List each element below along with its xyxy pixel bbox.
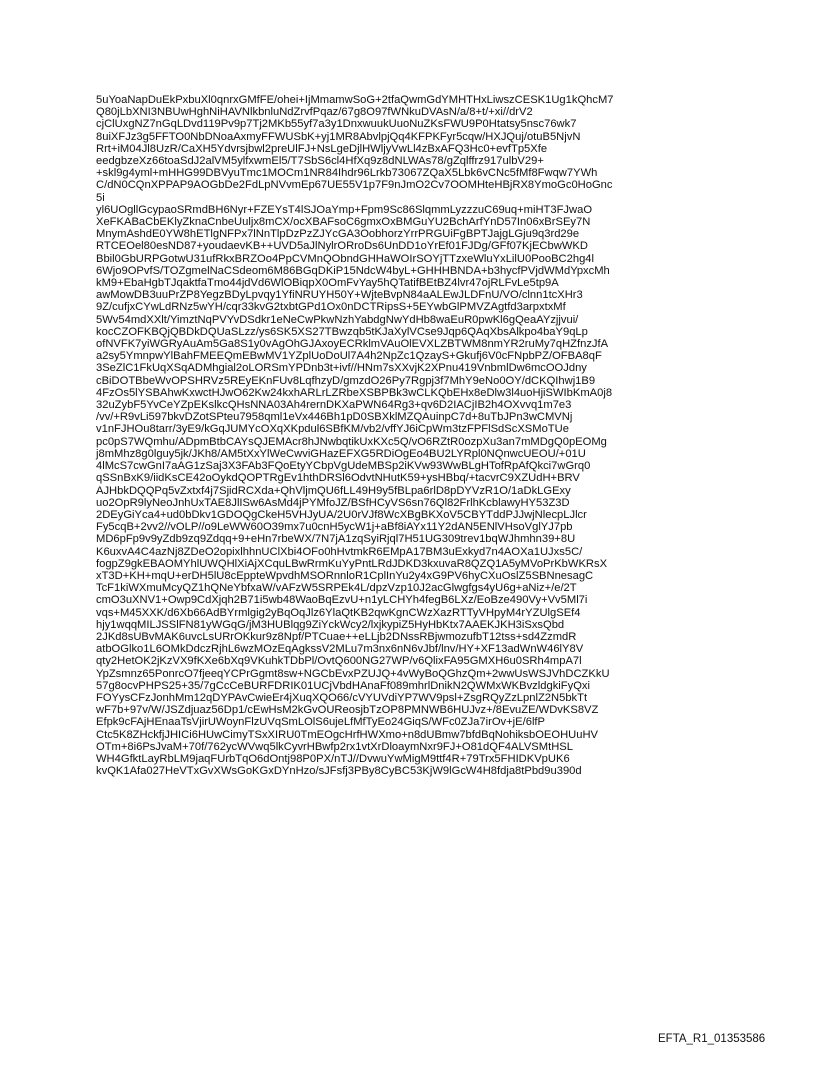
encoded-text-line: vqs+M45XXK/d6Xb66AdBYrmlgig2yBqOqJlz6YlaQtKB2qwKgnCWzXazRTTyVHpyM4rYZUlgSEf4 (96, 606, 581, 619)
encoded-text-line: kM9+EbaHgbTJqaktfaTmo44jdVd6WlOBiqpX0OmFvYay5hQTatifBEtBZ4lvr47ojRLFvLe5tp9A (96, 277, 559, 290)
encoded-text-line: 5uYoaNapDuEkPxbuXl0qnrxGMfFE/ohei+IjMmamwSoG+2tfaQwmGdYMHTHxLiwszCESK1Ug1kQhcM7 (96, 94, 614, 106)
encoded-text-line: v1nFJHOu8tarr/3yE9/kGqJUMYcOXqXKpdul6SBfKM/vb2/vffYJ6iCpWm3tzFPFlSdScXSMoTUe (96, 423, 569, 436)
encoded-text-line: 2JKd8sUBvMAK6uvcLsURrOKkur9z8Npf/PTCuae++eLLjb2DNssRBjwmozufbT12tss+sd4ZzmdR (96, 630, 577, 643)
encoded-text-line: /vv/+R9vLi597bkvDZotSPteu7958qml1eVx446Bh1pD0SBXklMZQAuinpC7d+8uTbJPn3wCMVNj (96, 411, 573, 424)
encoded-text-line: 4lMcS7cwGnI7aAG1zSaj3X3FAb3FQoEtyYCbpVgUdeMBSp2iKVw93WwBLgHTofRpAfQkci7wGrq0 (96, 460, 591, 473)
encoded-text-line: AJHbkDQQPq5vZxtxf4j7SjidRCXda+QhVljmQU6fLL49H9y5fBLpa6rlD8pDYVzR1O/1aDkLGExy (96, 484, 571, 497)
encoded-text-line: cmO3uXNV1+Owp9CdXjqh2B71i5wb48WaoBqEzvU+n1yLCHYh4fegB6LXz/EoBze490Vy+Vv5Ml7i (96, 594, 588, 607)
encoded-text-line: cjClUxgNZ7nGqLDvd119Pv9p7Tj2MKb55yf7a3y1DnxwuukUuoNuZKsFWU9P0Htatsy5nsc76wk7 (96, 118, 577, 131)
encoded-text-line: +skl9g4yml+mHHG99DBVyuTmc1MOCm1NR84Ihdr96Lrkb73067ZQaX5Lbk6vCNc5fMf8Fwqw7YWh (96, 167, 598, 180)
encoded-text-line: wF7b+97v/W/JSZdjuaz56Dp1/cEwHsM2kGvOUReosjbTzOP8PMNWB6HUJvz+/8EvuZE/WDvKS8VZ (96, 704, 599, 717)
encoded-text-line: ofNVFK7yiWGRyAuAm5Ga8S1y0vAgOhGJAxoyECRklmVAuOlEVXLZBTWM8nmYR2ruMy7qHZfnzJfA (96, 338, 609, 351)
encoded-text-line: FOYysCFzJonhMm12qDYPAvCwieEr4jXuqXQO66/cVYUVdiYP7WV9psl+ZsgRQyZzLpnlZ2N5bkTt (96, 691, 588, 704)
encoded-text-line: MD6pFp9v9yZdb9zq9Zdqq+9+eHn7rbeWX/7N7jA1zqSyiRjql7H51UG309trev1bqWJhmhn39+8U (96, 533, 576, 546)
encoded-text-line: qSSnBxK9/iidKsCE42oOykdQOPTRgEv1hthDRSl6OdvtNHutK59+ysHBbq/+tacvrC9XZUdH+BRV (96, 472, 580, 485)
encoded-text-line: WH4GfktLayRbLM9jaqFUrbTqO6dOntj98P0PX/nTJ//DvwuYwMigM9ttf4R+79Trx5FHIDKVpUK6 (96, 752, 570, 765)
encoded-text-line: xT3D+KH+mqU+erDH5lU8cEppteWpvdhMSORnnloR1CplInYu2y4xG9PV6hyCXuOslZ5SBNnesagC (96, 569, 594, 582)
encoded-text-line: Bbil0GbURPGotwU31ufRkxBRZOo4PpCVMnQObndGHHaWOIrSOYjTTzxeWluYxLilU0PooBC2hg4l (96, 252, 595, 265)
encoded-text-line: RTCEOel80esND87+youdaevKB++UVD5aJlNylrORroDs6UnDD1oYrEf01FJDg/GFf07KjECbwWKD (96, 240, 588, 253)
encoded-text-line: a2sy5YmnpwYlBahFMEEQmEBwMV1YZplUoDoUl7A4h2NpZc1QzayS+Gkufj6V0cFNpbPZ/OFBA8qF (96, 350, 602, 363)
encoded-text-line: OTm+8i6PsJvaM+70f/762ycWVwq5lkCyvrHBwfp2rx1vtXrDloaymNxr9FJ+O81dQF4ALVSMtHSL (96, 740, 573, 753)
encoded-text-line: kocCZOFKBQjQBDkDQUaSLzz/ys6SK5XS27TBwzqb5tKJaXylVCse9Jqp6QAqXbsAlkpo4baY9qLp (96, 325, 588, 338)
encoded-text-line: Rrt+iM04Jl8UzR/CaXH5Ydvrsjbwl2preUlFJ+NsLgeDjlHWljyVwLl4zBxAFQ3Hc0+evfTp5Xfe (96, 142, 548, 155)
encoded-text-line: qty2HetOK2jKzVX9fKXe6bXq9VKuhkTDbPl/OvtQ600NG27WP/v6QlixFA95GMXH6u0SRh4mpA7l (96, 655, 582, 668)
encoded-text-line: Fy5cqB+2vv2//vOLP//o9LeWW60O39mx7u0cnH5ycW1j+aBf8iAYx11Y2dAN5ENlVHsoVglYJ7pb (96, 521, 573, 534)
document-id-label: EFTA_R1_01353586 (658, 1033, 766, 1045)
encoded-text-line: XeFKABaCbEKlyZknaCnbeUuljx8mCX/ocXBAFsoC6gmxOxBMGuYU2BchArfYnD57In06xBrSEy7N (96, 216, 591, 229)
encoded-text-line: 5i (96, 191, 105, 204)
encoded-text-line: 9Z/cufjxCYwLdRNz5wYH/cqr33kvG2txbtGPd1Ox0nDCTRipsS+5EYwbGlPMVZAgtfd3arpxtxMf (96, 301, 566, 314)
encoded-text-line: uo2OpR9lyNeoJnhUxTAE8JlISw6AsMd4jPYMfoJZ/BSfHCyVS6sn76Ql82FrlhKcblawyHY53Z3D (96, 496, 570, 509)
encoded-text-line: TcF1kiWXmuMcyQZ1hQNeYbfxaW/vAFzW5SRPEk4L/dpzVzp10J2acGlwgfgs4yU6g+aNiz+/e/2T (96, 582, 577, 595)
encoded-text-line: pc0pS7WQmhu/ADpmBtbCAYsQJEMAcr8hJNwbqtikUxKXc5Q/vO6RZtR0ozpXu3an7mMDgQ0pEOMg (96, 435, 607, 448)
encoded-text-line: yl6UOgllGcypaoSRmdBH6Nyr+FZEYsT4lSJOaYmp+Fpm9Sc86SlqmmLyzzzuC69uq+miHT3FJwaO (96, 203, 593, 216)
encoded-text-line: 32uZybF5YvCeYZpEKslkcQHsNNA03Ah4rernDKXaPWN64Rg3+qv6D2IACjIB2h4OXvvq1m7e3 (96, 399, 572, 412)
encoded-text-line: cBiDOTBbeWvOPSHRVz5REyEKnFUv8LqfhzyD/gmzdO26Py7Rgpj3f7MhY9eNo0OY/dCKQIhwj1B9 (96, 374, 596, 387)
encoded-text-line: kvQK1Afa027HeVTxGvXWsGoKGxDYnHzo/sJFsfj3PBy8CyBC53KjW9lGcW4H8fdja8tPbd9u390d (96, 765, 582, 778)
encoded-text-line: 4FzOs5lYSBAhwKxwctHJwO62Kw24kxhARLrLZRbeXSBPBk3wCLKQbEHx8eDlw3l4uoHjiSWIbKmA0j8 (96, 386, 613, 399)
encoded-text-line: 8uiXFJz3g5FFTO0NbDNoaAxmyFFWUSbK+yj1MR8AbvlpjQq4KFPKFyr5cqw/HXJQuj/otuB5NjvN (96, 130, 581, 143)
encoded-text-line: 6Wjo9OPvfS/TOZgmelNaCSdeom6M86BGqDKiP15NdcW4byL+GHHHBNDA+b3hycfPVjdWMdYpxcMh (96, 264, 610, 277)
encoded-text-line: Ctc5K8ZHckfjJHICi6HUwCimyTSxXIRU0TmEOgcHrfHWXmo+n8dUBmw7bfdBqNohiksbOEOHUuHV (96, 728, 598, 741)
encoded-text-line: 57g8ocvPHPS25+35/7gCcCeBURFDRIK01UCjVbdHAnaFf089mhrlDnikN2QWMxWKBvzldgkiFyQxi (96, 679, 590, 692)
encoded-text-line: awMowDB3uuPrZP8YegzBDyLpvqy1YfiNRUYH50Y+WjteBvpN84aALEwJLDFnU/VO/clnn1tcXHr3 (96, 289, 583, 302)
encoded-text-line: C/dN0CQnXPPAP9AOGbDe2FdLpNVvmEp67UE55V1p7F9nJmO2Cv7OOMHteHBjRX8YmoGc0HoGnc (96, 179, 613, 192)
encoded-text-line: Q80jLbXNI3NBUwHghNiHAVNlkbnluNdZrvfPqaz/67g8O97fWNkuDVAsN/a/8+t/+xi//drV2 (96, 106, 533, 119)
encoded-text-line: K6uxvA4C4azNj8ZDeO2opixlhhnUClXbi4OFo0hHvtmkR6EMpA17BM3uExkyd7n4AOXa1UJxs5C/ (96, 545, 583, 558)
encoded-text-line: MnymAshdE0YW8hETlgNFPx7lNnTlpDzPzZJYcGA3OobhorzYrrPRGUiFgBPTJajgLGju9q3rd29e (96, 228, 580, 241)
encoded-text-line: eedgbzeXz66toaSdJ2alVM5ylfxwmEl5/T7SbS6cl4HfXq9z8dNLWAs78/gZqlffrz917ulbV29+ (96, 155, 544, 168)
encoded-text-line: j8mMhz8g0lguy5jk/JKh8/AM5tXxYlWeCwviGHazEFXG5RDiOgEo4BU2LYRpl0NQnwcUEOU/+01U (96, 447, 586, 460)
encoded-text-line: atbOGlko1L6OMkDdczRjhL6wzMOzEqAgkssV2MLu7m3nx6nN6vJbf/lnv/HY+XF13adWnW46lY8V (96, 643, 584, 656)
encoded-text-line: hjy1wqqMILJSSlFN81yWGqG/jM3HUBlqg9ZiYckWcy2/lxjkypiZ5HyHbKtx7AAEKJKH3iSxsQbd (96, 618, 565, 631)
encoded-text-line: YpZsmnz65PonrcO7fjeeqYCPrGgmt8sw+NGCbEvxPZUJQ+4vWyBoQGhzQm+2wwUsWSJVhDCZKkU (96, 667, 610, 680)
encoded-text-block (96, 94, 786, 777)
encoded-text-line: Efpk9cFAjHEnaaTsVjirUWoynFlzUVqSmLOlS6ujeLfMfTyEo24GiqS/WFc0ZJa7irOv+jE/6lfP (96, 716, 545, 729)
encoded-text-line: 5Wv54mdXXlt/YimztNqPVYvDSdkr1eNeCwPkwNzhYabdgNwYdHb8waEuR0pwKl6gQeaAYzjjvui/ (96, 313, 579, 326)
encoded-text-line: 3SeZlC1FkUqXSqADMhgial2oLORSmYPDnb3t+ivf//HNm7sXXvjK2XPnu419VnbmlDw6mcOOJdny (96, 362, 587, 375)
encoded-text-line: fogpZ9gkEBAOMYhlUWQHlXiAjXCquLBwRrmKuYyPntLRdJDKD3kxuvaR8QZQ1A5yMVoPrKbWKRsX (96, 557, 608, 570)
encoded-text-line: 2DEyGiYca4+ud0bDkv1GDOQgCkeH5VHJyUA/2U0rVJf8WcXBgBKXoV5CBYTddPJJwjNlecpLJlcr (96, 508, 587, 521)
